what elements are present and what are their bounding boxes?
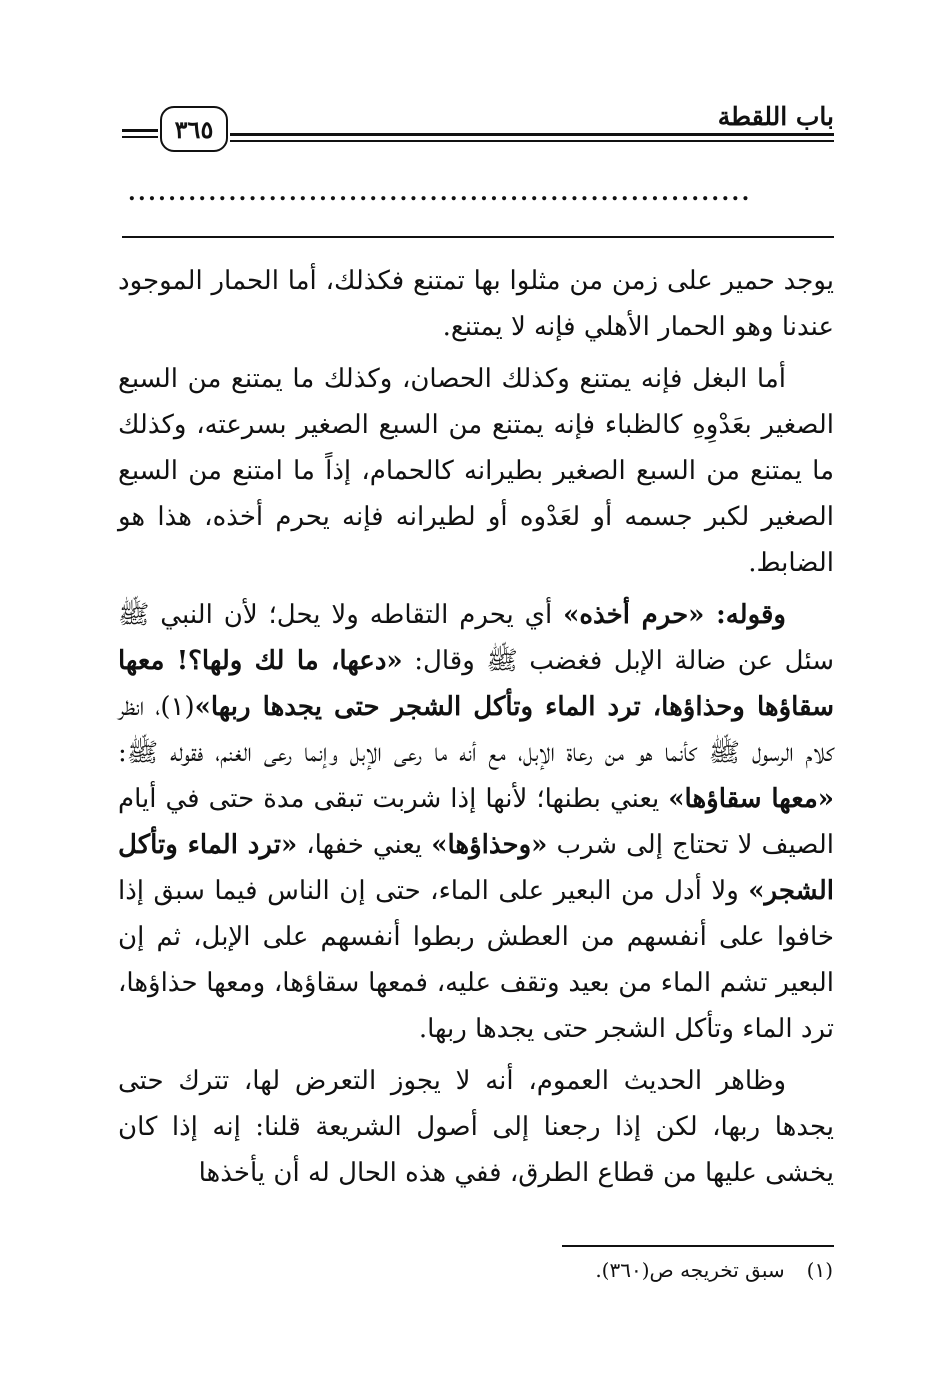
text-segment: أما البغل فإنه يمتنع وكذلك الحصان، وكذلك ما يمتنع من السبع الصغير بعَدْوِهِ كالظباء فإنه يمتنع من السبع الصغير بسرعته، وكذلك ما يمتنع من السبع الصغير بطيرانه كالحمام، إذاً ما امتنع من السبع الصغير لكبر جسمه أو لعَدْوه أو لطيرانه فإنه يحرم أخذه، هذا هو الضابط. bbox=[118, 364, 834, 578]
footnote-number: (١) bbox=[806, 1258, 833, 1282]
text-top-rule bbox=[122, 236, 834, 238]
bold-segment: «وحذاؤها» bbox=[431, 830, 548, 860]
text-segment: وظاهر الحديث العموم، أنه لا يجوز التعرض لها، تترك حتى يجدها ربها، لكن إذا رجعنا إلى أصول الشريعة قلنا: إنه إذا كان يخشى عليها من قطاع الطرق، ففي هذه الحال له أن يأخذها bbox=[118, 1066, 834, 1188]
page-number: ٣٦٥ bbox=[160, 106, 228, 152]
header-rule-left-thin bbox=[122, 136, 158, 138]
paragraph bbox=[118, 258, 834, 350]
dotted-separator: .............................................................. bbox=[128, 183, 752, 203]
footnote-rule bbox=[562, 1245, 834, 1247]
bold-segment: «ترد الماء وتأكل الشجر» bbox=[118, 830, 834, 906]
text-segment: ولا أدل من البعير على الماء، حتى إن الناس فيما سبق إذا خافوا على أنفسهم من العطش ربطوا أنفسهم على الإبل، ثم إن البعير تشم الماء من بعيد وتقف عليه، فمعها سقاؤها، ومعها حذاؤها، ترد الماء وتأكل الشجر حتى يجدها ربها. bbox=[118, 876, 834, 1044]
text-segment: يعني بطنها؛ لأنها إذا شربت تبقى مدة حتى في أيام الصيف لا تحتاج إلى شرب bbox=[118, 784, 834, 860]
paragraph bbox=[118, 592, 834, 1052]
page-header bbox=[122, 100, 834, 160]
bold-segment: وقوله: «حرم أخذه» bbox=[563, 600, 786, 630]
header-rule-left bbox=[122, 129, 158, 132]
paragraph bbox=[118, 1058, 834, 1196]
footnote bbox=[595, 1258, 833, 1282]
bold-segment: «معها سقاؤها» bbox=[668, 784, 834, 814]
body-text bbox=[118, 258, 834, 1202]
footnote-text: سبق تخريجه ص(٣٦٠). bbox=[595, 1258, 785, 1282]
hadith-quote: «دعها، ما لك ولها؟! معها سقاؤها وحذاؤها، ترد الماء وتأكل الشجر حتى يجدها ربها» bbox=[118, 646, 834, 722]
header-rule-right-thin bbox=[230, 140, 834, 142]
paragraph bbox=[118, 356, 834, 586]
text-segment: أي يحرم التقاطه ولا يحل؛ لأن النبي ﷺ سئل عن ضالة الإبل فغضب ﷺ وقال: bbox=[118, 600, 834, 676]
chapter-title: باب اللقطة bbox=[717, 102, 834, 131]
header-rule-right bbox=[230, 133, 834, 136]
text-segment: يعني خفها، bbox=[297, 830, 432, 860]
text-segment: (١)، انظر كلام الرسول ﷺ كأنما هو من رعاة الإبل، مع أنه ما رعى الإبل وإنما رعى الغنم، فقوله ﷺ: bbox=[118, 692, 834, 768]
text-segment: يوجد حمير على زمن من مثلوا بها تمتنع فكذلك، أما الحمار الموجود عندنا وهو الحمار الأهلي فإنه لا يمتنع. bbox=[118, 266, 834, 342]
